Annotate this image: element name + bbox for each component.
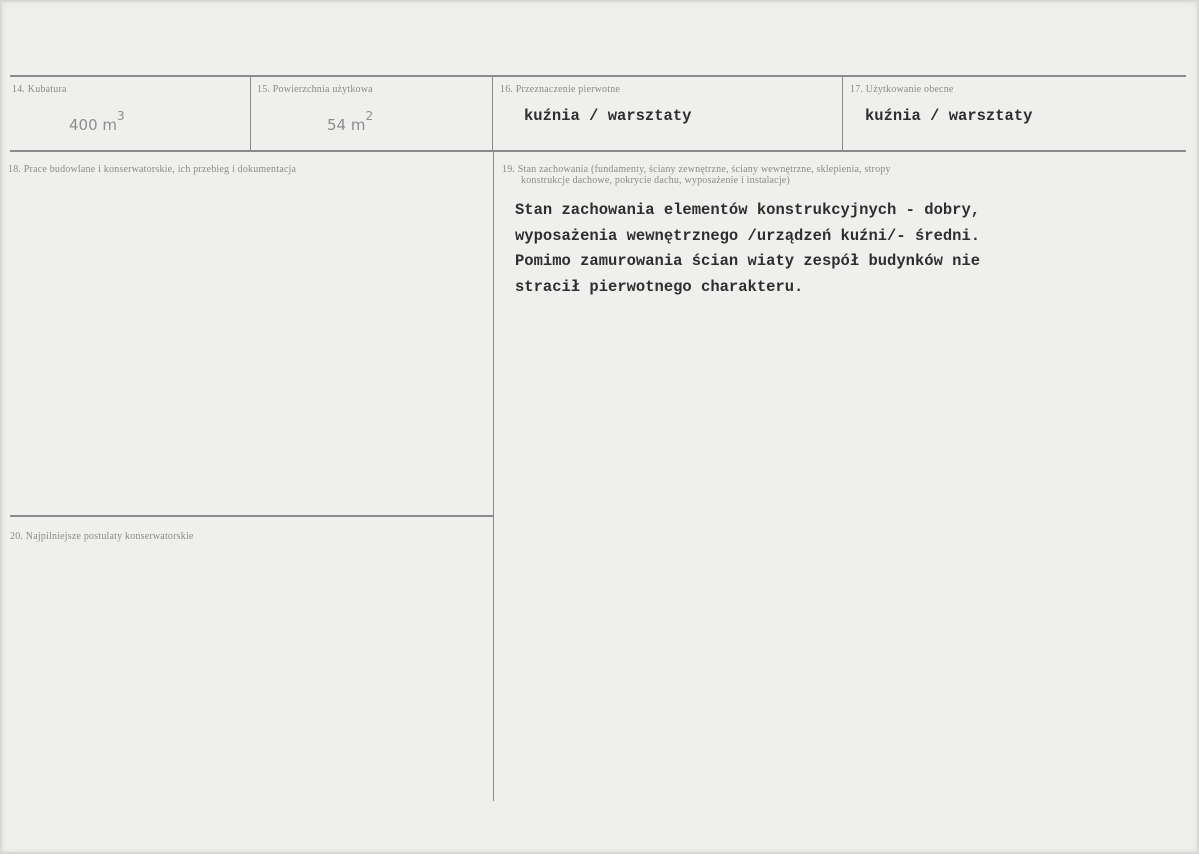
powierzchnia-value xyxy=(327,109,374,134)
kubatura-exponent: 3 xyxy=(117,109,125,123)
divider-14-15 xyxy=(250,76,251,151)
top-rule xyxy=(10,75,1186,77)
divider-15-16 xyxy=(492,76,493,151)
stan-text-line: Stan zachowania elementów konstrukcyjnych - dobry, xyxy=(515,201,981,219)
prace-label: 18. Prace budowlane i konserwatorskie, ich przebieg i dokumentacja xyxy=(8,164,297,175)
stan-label-line2: konstrukcje dachowe, pokrycie dachu, wyposażenie i instalacje) xyxy=(521,175,790,186)
stan-text xyxy=(515,198,980,300)
przeznaczenie-label: 16. Przeznaczenie pierwotne xyxy=(500,84,621,95)
przeznaczenie-value: kuźnia / warsztaty xyxy=(524,107,692,125)
kubatura-value xyxy=(69,109,125,134)
kubatura-label: 14. Kubatura xyxy=(12,84,67,95)
kubatura-value-text: 400 m xyxy=(69,116,118,134)
main-divider xyxy=(493,151,494,801)
stan-label-line1: 19. Stan zachowania (fundamenty, ściany zewnętrzne, ściany wewnętrzne, sklepienia, stropy xyxy=(502,164,891,175)
uzytkowanie-label: 17. Użytkowanie obecne xyxy=(850,84,954,95)
postulaty-label: 20. Najpilniejsze postulaty konserwatorskie xyxy=(10,531,194,542)
powierzchnia-value-text: 54 m xyxy=(327,116,366,134)
left-section-rule xyxy=(10,515,493,517)
stan-text-line: Pomimo zamurowania ścian wiaty zespół budynków nie xyxy=(515,252,981,270)
stan-text-line: stracił pierwotnego charakteru. xyxy=(515,277,804,296)
record-card xyxy=(2,2,1197,852)
powierzchnia-label: 15. Powierzchnia użytkowa xyxy=(257,84,373,95)
stan-text-line: wyposażenia wewnętrznego /urządzeń kuźni/- średni. xyxy=(515,226,981,245)
uzytkowanie-value: kuźnia / warsztaty xyxy=(865,107,1033,125)
second-rule xyxy=(10,150,1186,152)
divider-16-17 xyxy=(842,76,843,151)
powierzchnia-exponent: 2 xyxy=(365,109,374,123)
